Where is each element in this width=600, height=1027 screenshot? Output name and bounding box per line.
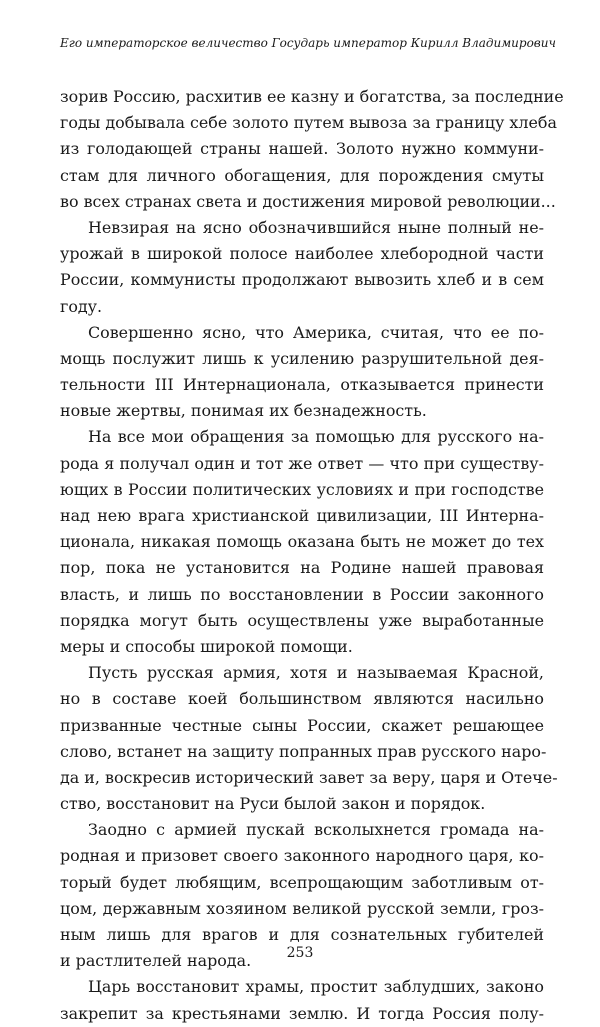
text-line: зорив Россию, расхитив ее казну и богатства, за последние: [60, 87, 564, 106]
text-line: мощь послужит лишь к усилению разрушительной дея-: [60, 348, 544, 368]
text-line: ство, восстановит на Руси былой закон и порядок.: [60, 794, 486, 814]
text-line: но в составе коей большинством являются насильно: [60, 689, 544, 709]
text-line: над нею врага христианской цивилизации, III Интерна-: [60, 506, 544, 525]
text-line: новые жертвы, понимая их безнадежность.: [60, 401, 427, 421]
text-line: рода я получал один и тот же ответ — что при существу-: [60, 453, 544, 473]
text-line: власть, и лишь по восстановлении в России законного: [60, 584, 544, 604]
text-line: году.: [60, 296, 103, 316]
text-line: Совершенно ясно, что Америка, считая, что ее по-: [88, 322, 544, 342]
text-line: и растлителей народа.: [60, 951, 252, 971]
text-line: из голодающей страны нашей. Золото нужно коммуни-: [60, 139, 544, 159]
text-line: пор, пока не установится на Родине нашей правовая: [60, 558, 544, 578]
text-line: стам для личного обогащения, для порождения смуты: [60, 165, 544, 185]
text-line: закрепит за крестьянами землю. И тогда Россия полу-: [60, 1003, 544, 1023]
text-line: Царь восстановит храмы, простит заблудших, законо: [88, 977, 544, 997]
text-line: цом, державным хозяином великой русской земли, гроз-: [60, 898, 544, 918]
text-line: меры и способы широкой помощи.: [60, 636, 353, 656]
text-line: тельности III Интернационала, отказывается принести: [60, 375, 544, 395]
text-line: ющих в России политических условиях и при господстве: [60, 479, 544, 499]
text-line: Невзирая на ясно обозначившийся ныне полный не-: [88, 217, 544, 237]
text-line: ным лишь для врагов и для сознательных губителей: [60, 925, 544, 944]
page-number: 253: [286, 945, 314, 961]
text-line: Пусть русская армия, хотя и называемая Красной,: [88, 663, 544, 683]
text-line: порядка могут быть осуществлены уже выработанные: [60, 610, 544, 630]
text-line: слово, встанет на защиту попранных прав русского наро-: [60, 741, 547, 761]
running-head: Его императорское величество Государь император Кирилл Владимирович: [60, 36, 556, 50]
text-line: урожай в широкой полосе наиболее хлебородной части: [60, 244, 544, 264]
text-line: Заодно с армией пускай всколыхнется громада на-: [88, 820, 544, 840]
text-line: да и, воскресив исторический завет за веру, царя и Отече-: [60, 767, 558, 787]
text-line: во всех странах света и достижения мировой революции...: [60, 191, 556, 211]
text-line: ционала, никакая помощь оказана быть не может до тех: [60, 532, 544, 552]
text-line: призванные честные сыны России, скажет решающее: [60, 715, 544, 735]
text-line: торый будет любящим, всепрощающим заботливым от-: [60, 872, 544, 892]
text-line: На все мои обращения за помощью для русского на-: [88, 427, 544, 447]
text-line: России, коммунисты продолжают вывозить хлеб и в сем: [60, 270, 544, 290]
text-line: годы добывала себе золото путем вывоза за границу хлеба: [60, 113, 557, 133]
body-text: [60, 84, 564, 1027]
text-line: родная и призовет своего законного народного царя, ко-: [60, 846, 544, 866]
